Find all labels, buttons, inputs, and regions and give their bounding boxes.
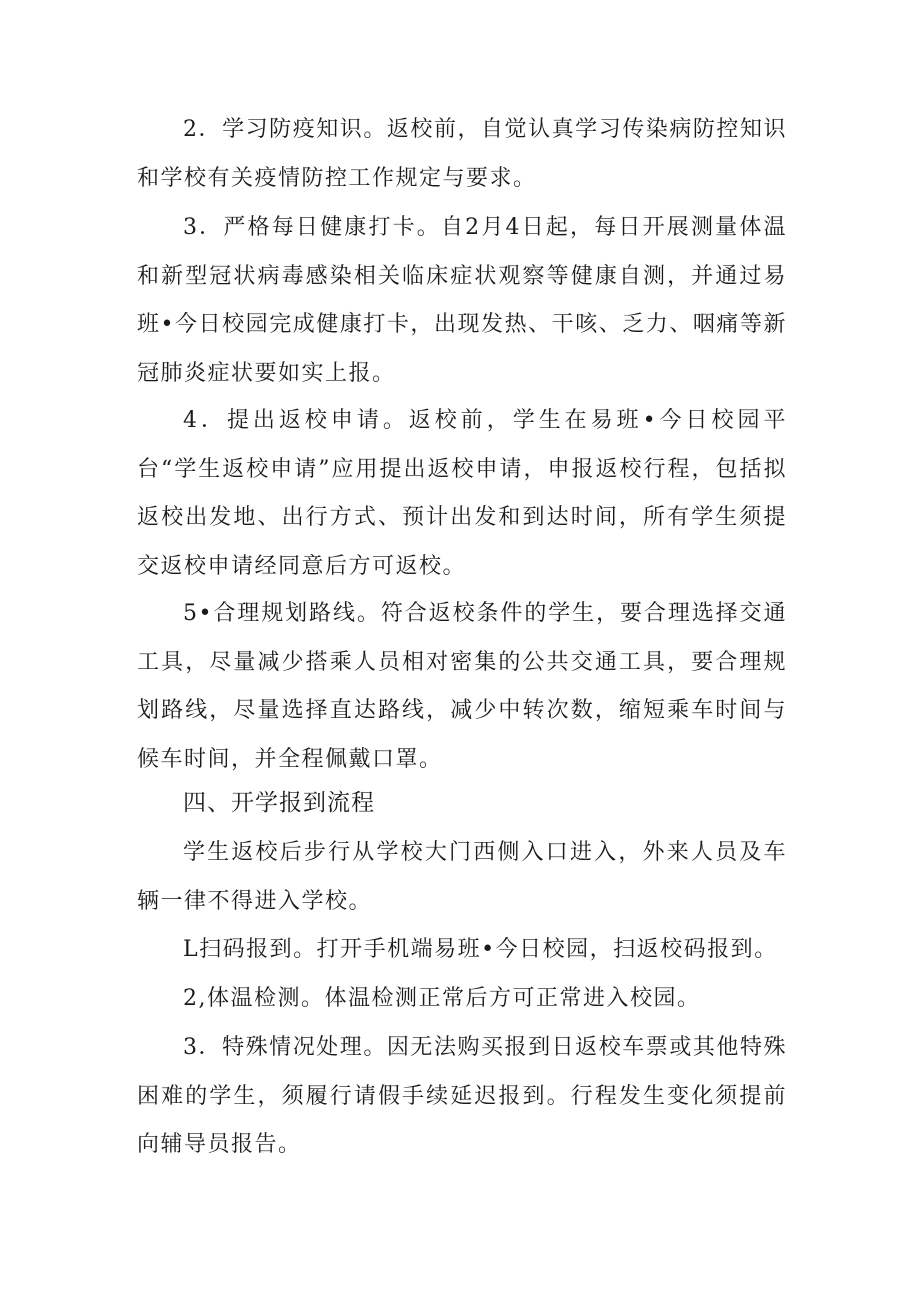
section-heading: 四、开学报到流程 — [183, 790, 375, 816]
paragraph-health-checkin: 3．严格每日健康打卡。自2月4日起，每日开展测量体温和新型冠状病毒感染相关临床症状观察等健康自测，并通过易班•今日校园完成健康打卡，出现发热、干咳、乏力、咽痛等新冠肺炎症状要如实上报。 — [137, 215, 787, 386]
paragraph-study-knowledge: 2．学习防疫知识。返校前，自觉认真学习传染病防控知识和学校有关疫情防控工作规定与要求。 — [137, 117, 787, 191]
paragraph-entry-instructions: 学生返校后步行从学校大门西侧入口进入，外来人员及车辆一律不得进入学校。 — [137, 840, 787, 914]
paragraph-scan-checkin: L扫码报到。打开手机端易班•今日校园，扫返校码报到。 — [183, 937, 778, 962]
paragraph-return-application: 4．提出返校申请。返校前，学生在易班•今日校园平台“学生返校申请”应用提出返校申请，申报返校行程，包括拟返校出发地、出行方式、预计出发和到达时间，所有学生须提交返校申请经同意后方可返校。 — [137, 408, 787, 579]
paragraph-special-cases: 3．特殊情况处理。因无法购买报到日返校车票或其他特殊困难的学生，须履行请假手续延迟报到。行程发生变化须提前向辅导员报告。 — [137, 1035, 787, 1157]
paragraph-temperature-check: 2,体温检测。体温检测正常后方可正常进入校园。 — [183, 986, 701, 1011]
paragraph-route-planning: 5•合理规划路线。符合返校条件的学生，要合理选择交通工具，尽量减少搭乘人员相对密集的公共交通工具，要合理规划路线，尽量选择直达路线，减少中转次数，缩短乘车时间与候车时间，并全程佩戴口罩。 — [137, 601, 787, 772]
